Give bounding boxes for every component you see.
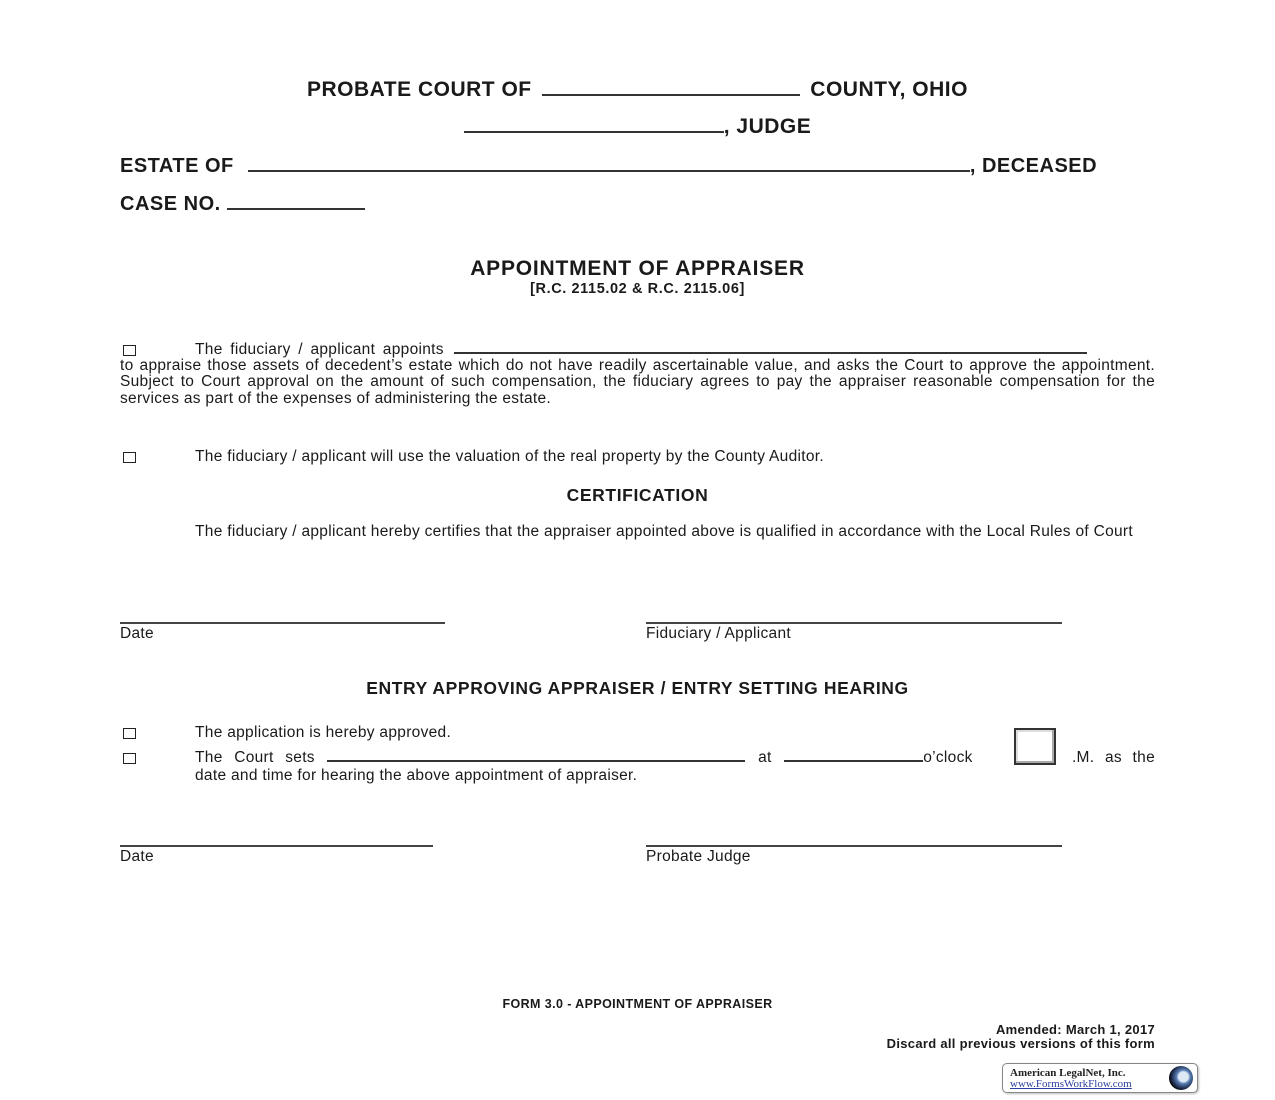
judge-suffix: , JUDGE [723,115,812,138]
set-hearing-checkbox[interactable] [123,753,136,764]
certification-text [120,524,1155,540]
hearing-date-field[interactable] [327,760,745,762]
certification-title: CERTIFICATION [566,485,709,505]
decedent-name-field[interactable] [248,170,970,172]
date-signature-line-2[interactable] [120,845,433,847]
hearing-time-field[interactable] [784,760,923,762]
date-label-1: Date [120,625,154,642]
judge-name-field[interactable] [464,131,724,133]
appoint-lead-text: The fiduciary / applicant appoints [195,341,444,358]
sets-at: at [758,749,772,766]
amended-date: Amended: March 1, 2017 [995,1022,1155,1037]
legalnet-badge[interactable] [1002,1063,1198,1093]
sets-suffix: .M. as the [1071,749,1155,766]
estate-prefix: ESTATE OF [120,155,234,177]
appoint-appraiser-checkbox[interactable] [123,345,136,356]
option-appoint-lead [195,342,1155,358]
court-heading [0,78,1275,102]
estate-suffix: , DECEASED [969,155,1098,177]
date-label-2: Date [120,848,154,865]
option-appoint-text: to appraise those assets of decedent’s estate which do not have readily ascertainable value, and asks the Court to approve the appointment. Subject to Court approval on the amount of such compensation, the fiduciary agrees to pay the appraiser reasonable compensation for the services as part of the expenses of administering the estate. [120,357,1155,407]
county-field[interactable] [542,94,800,96]
auditor-valuation-checkbox[interactable] [123,452,136,463]
case-label: CASE NO. [120,193,221,215]
option-auditor-text: The fiduciary / applicant will use the valuation of the real property by the County Auditor. [195,448,824,465]
judge-signature-line[interactable] [646,845,1062,847]
sets-oclock: o’clock [923,749,973,766]
sets-prefix: The Court sets [195,749,315,766]
court-prefix: PROBATE COURT OF [307,78,532,101]
set-hearing-line-2: date and time for hearing the above appointment of appraiser. [195,767,638,784]
case-line [120,193,365,216]
form-number: FORM 3.0 - APPOINTMENT OF APPRAISER [502,997,773,1011]
case-number-field[interactable] [227,208,365,210]
globe-logo-icon [1169,1066,1193,1090]
approved-checkbox[interactable] [123,728,136,739]
badge-company: American LegalNet, Inc. [1010,1067,1126,1079]
form-title: APPOINTMENT OF APPRAISER [470,257,805,280]
am-pm-field[interactable] [1014,728,1056,765]
entry-title: ENTRY APPROVING APPRAISER / ENTRY SETTING HEARING [366,678,909,698]
statute-reference: [R.C. 2115.02 & R.C. 2115.06] [530,281,745,297]
approved-text: The application is hereby approved. [195,724,452,741]
certification-body: The fiduciary / applicant hereby certifies that the appraiser appointed above is qualified in accordance with the Local Rules of Court [195,523,1133,540]
set-hearing-line-1 [195,750,1155,766]
badge-url[interactable]: www.FormsWorkFlow.com [1010,1078,1132,1090]
probate-judge-label: Probate Judge [646,848,751,865]
date-signature-line-1[interactable] [120,622,445,624]
fiduciary-signature-line[interactable] [646,622,1062,624]
discard-notice: Discard all previous versions of this form [886,1036,1155,1051]
estate-line [120,155,1097,178]
appraiser-name-field[interactable] [454,352,1087,354]
judge-heading [0,115,1275,139]
fiduciary-label: Fiduciary / Applicant [646,625,792,642]
court-suffix: COUNTY, OHIO [810,78,968,101]
